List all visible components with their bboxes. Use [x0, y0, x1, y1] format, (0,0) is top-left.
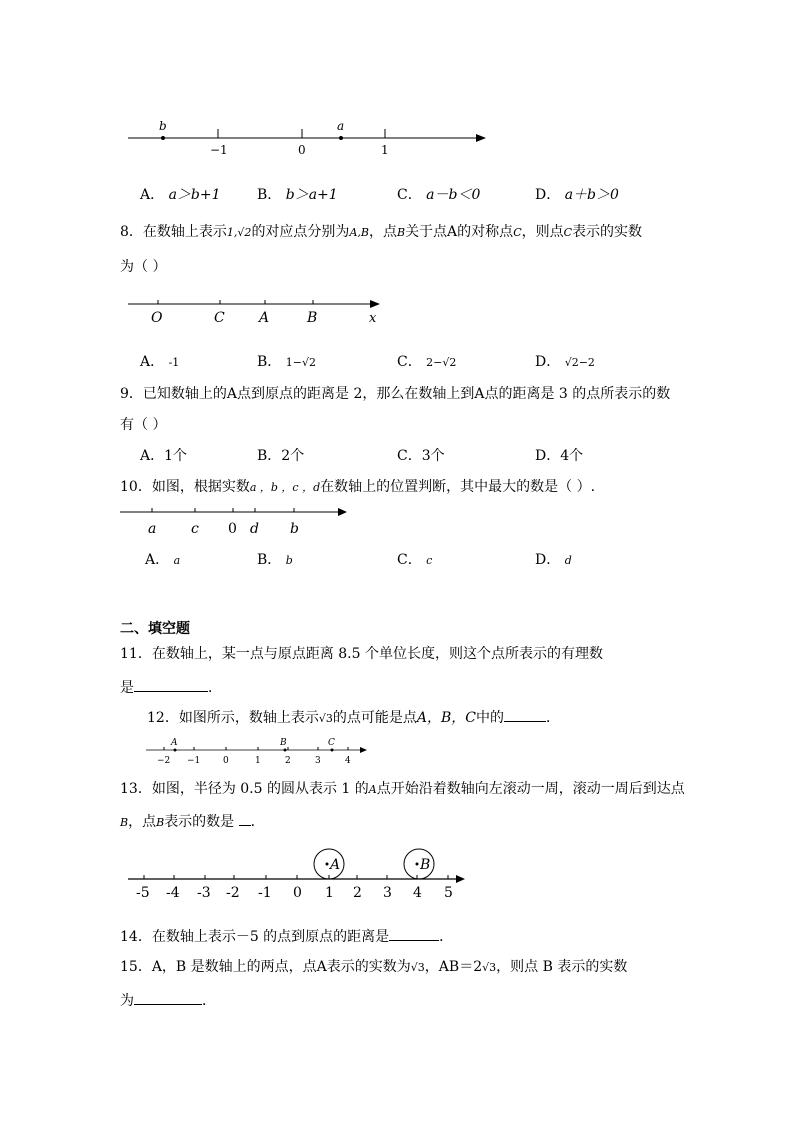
q13-tick-m5: -5	[136, 885, 150, 901]
q14-stem-text: 14．在数轴上表示－5 的点到原点的距离是	[120, 929, 390, 945]
q7-option-a-letter: A．	[140, 187, 165, 203]
q8-stem-math2: A,B	[349, 226, 369, 239]
q13-tick-m2: -2	[226, 885, 240, 901]
q12-label-m2: −2	[157, 756, 171, 766]
q8-option-c[interactable]	[397, 353, 456, 372]
q9-option-c-letter: C．	[397, 448, 422, 464]
q13-stem-part2: 点开始沿着数轴向左滚动一周，滚动一周后到达点	[376, 781, 685, 797]
q13-label-a: A	[330, 857, 341, 873]
q10-option-c-letter: C．	[397, 552, 422, 568]
q7-option-d-expr: a＋b＞0	[564, 187, 619, 203]
q8-option-b[interactable]	[257, 353, 316, 372]
q9-option-a[interactable]	[140, 447, 187, 465]
q10-stem-vars: a ，b ，c ，d	[249, 481, 321, 494]
q13-tick-1: 1	[325, 885, 334, 901]
q13-tick-4: 4	[413, 885, 422, 901]
q11-answer-blank[interactable]	[134, 677, 208, 692]
q8-option-a-letter: A．	[140, 354, 165, 370]
q10-option-c-expr: c	[426, 554, 433, 567]
q9-option-b[interactable]	[257, 447, 304, 465]
q12-label-2: 2	[285, 756, 291, 766]
q10-option-b-letter: B．	[257, 552, 282, 568]
q7-option-d-letter: D．	[535, 187, 561, 203]
q13-tick-3: 3	[383, 885, 392, 901]
q8-number-line	[128, 295, 388, 327]
q8-stem-math3: B	[396, 226, 406, 239]
q7-label-0: 0	[298, 143, 306, 157]
q8-stem-part6: 表示的实数	[572, 224, 643, 240]
q13-tick-m4: -4	[166, 885, 180, 901]
q12-label-a: A	[171, 738, 178, 748]
q10-label-d: d	[250, 521, 259, 537]
q15-stem-end: ．	[202, 993, 216, 1009]
q13-tick-m1: -1	[258, 885, 272, 901]
q8-stem-math4: C	[513, 226, 522, 239]
q8-option-a-expr: -1	[168, 356, 180, 369]
q10-option-d-letter: D．	[535, 552, 561, 568]
q7-option-a-expr: a＞b+1	[168, 187, 221, 203]
q12-stem-end: ．	[545, 710, 560, 726]
q15-stem-part2: ，AB＝2	[424, 959, 483, 975]
q13-tick-m3: -3	[197, 885, 211, 901]
q7-number-line	[128, 118, 488, 158]
q13-stem-b: B	[120, 816, 129, 829]
q9-option-d-expr: 4个	[560, 448, 584, 464]
q10-option-d[interactable]	[535, 551, 572, 570]
q14-stem	[120, 926, 453, 946]
q9-option-c-expr: 3个	[421, 448, 445, 464]
q8-option-d[interactable]	[535, 353, 595, 372]
q8-label-a: A	[259, 310, 270, 326]
q8-option-d-letter: D．	[535, 354, 561, 370]
q13-label-b: B	[420, 857, 431, 873]
q8-stem-part4: 关于点A的对称点	[405, 224, 514, 240]
q12-stem-part2: 的点可能是点	[332, 710, 417, 726]
q7-option-c-letter: C．	[397, 187, 422, 203]
q13-stem-part3: ，点	[128, 814, 157, 830]
q7-option-b-expr: b＞a+1	[285, 187, 338, 203]
q8-stem-part2: 的对应点分别为	[251, 224, 350, 240]
q8-stem-math: 1,√2	[226, 226, 252, 239]
q8-stem-math5: C	[563, 226, 573, 239]
q7-option-b[interactable]	[257, 186, 338, 204]
q13-tick-2: 2	[353, 885, 362, 901]
q10-stem-part1: 10．如图，根据实数	[120, 479, 250, 495]
q7-option-d[interactable]	[535, 186, 619, 204]
q10-stem	[120, 478, 595, 497]
q8-stem-part5: ，则点	[521, 224, 564, 240]
q7-label-1: 1	[381, 143, 389, 157]
q8-option-c-expr: 2−√2	[426, 356, 457, 369]
q12-label-m1: −1	[187, 756, 201, 766]
q10-option-b[interactable]	[257, 551, 293, 570]
q12-number-line	[146, 735, 372, 765]
q10-number-line	[120, 504, 352, 538]
q15-stem-line2	[120, 990, 216, 1010]
q12-label-3: 3	[315, 756, 321, 766]
q7-label-b: b	[159, 119, 167, 133]
q8-option-b-expr: 1−√2	[285, 356, 316, 369]
q13-stem-line1	[120, 780, 685, 799]
q15-stem-math2: √3	[482, 961, 497, 974]
q13-tick-0: 0	[293, 885, 302, 901]
q7-option-b-letter: B．	[257, 187, 282, 203]
q8-label-b: B	[307, 310, 318, 326]
q10-stem-part2: 在数轴上的位置判断，其中最大的数是（ ）.	[320, 479, 596, 495]
q9-option-a-expr: 1个	[164, 448, 188, 464]
q7-option-c-expr: a－b＜0	[426, 187, 481, 203]
q12-stem-math: √3	[318, 712, 333, 725]
q10-label-b: b	[290, 521, 299, 537]
q7-option-a[interactable]	[140, 186, 221, 204]
q15-stem-part1: 15．A，B 是数轴上的两点，点A表示的实数为	[120, 959, 411, 975]
q8-option-c-letter: C．	[397, 354, 422, 370]
q8-option-a[interactable]	[140, 353, 179, 372]
q12-answer-blank[interactable]	[504, 707, 546, 722]
q8-label-o: O	[151, 310, 163, 326]
q10-option-d-expr: d	[564, 554, 572, 567]
q8-option-d-expr: √2−2	[564, 356, 595, 369]
q8-label-x: x	[369, 311, 377, 326]
q13-stem-a: A	[368, 783, 377, 796]
q11-stem-line2	[120, 677, 222, 697]
q10-label-a: a	[148, 521, 157, 537]
q9-stem-line1: 9．已知数轴上的A点到原点的距离是 2，那么在数轴上到A点的距离是 3 的点所表示的数	[120, 386, 671, 402]
section-fill-in-title: 二、填空题	[120, 621, 190, 637]
q15-stem-line2-text: 为	[120, 993, 134, 1009]
q8-stem-part1: 8．在数轴上表示	[120, 224, 227, 240]
q9-option-b-letter: B．	[257, 448, 282, 464]
q12-stem-part1: 12．如图所示，数轴上表示	[147, 710, 319, 726]
q12-label-0: 0	[223, 756, 229, 766]
q15-stem-math1: √3	[410, 961, 425, 974]
q8-stem-part3: ，点	[368, 224, 397, 240]
q9-stem-line2: 有（ ）	[120, 417, 167, 433]
q12-label-1: 1	[255, 756, 261, 766]
q12-label-4: 4	[345, 756, 351, 766]
q9-option-a-letter: A．	[140, 448, 165, 464]
q11-stem-line2-text: 是	[120, 680, 134, 696]
q12-label-c: C	[328, 738, 335, 748]
q8-label-c: C	[214, 310, 225, 326]
q12-stem	[147, 707, 560, 728]
q10-option-a[interactable]	[145, 551, 180, 570]
q13-stem-b2: B	[156, 816, 165, 829]
q10-option-a-expr: a	[173, 554, 181, 567]
q7-label-m1: −1	[210, 143, 228, 157]
q14-answer-blank[interactable]	[389, 926, 439, 941]
q10-label-0: 0	[228, 521, 237, 537]
q15-stem-line1	[120, 958, 627, 977]
q10-label-c: c	[191, 521, 199, 537]
q13-stem-end: ．	[250, 814, 265, 830]
q10-option-b-expr: b	[285, 554, 293, 567]
q13-stem-part1: 13．如图，半径为 0.5 的圆从表示 1 的	[120, 781, 369, 797]
q13-answer-blank[interactable]	[239, 811, 251, 826]
q15-answer-blank[interactable]	[134, 990, 202, 1005]
q13-tick-5: 5	[444, 885, 453, 901]
q12-label-b: B	[280, 738, 287, 748]
q8-stem-line1	[120, 223, 642, 242]
q13-stem-line2	[120, 811, 265, 832]
q9-option-b-expr: 2个	[281, 448, 305, 464]
q14-stem-end: ．	[439, 929, 454, 945]
q7-option-c[interactable]	[397, 186, 480, 204]
q8-stem-line2: 为（ ）	[120, 259, 167, 275]
q11-stem-line2-end: ．	[208, 680, 222, 696]
q13-number-line	[128, 846, 470, 900]
q8-option-b-letter: B．	[257, 354, 282, 370]
q12-stem-part3: 中的	[475, 710, 504, 726]
q9-option-d[interactable]	[535, 447, 583, 465]
q11-stem-line1: 11．在数轴上，某一点与原点距离 8.5 个单位长度，则这个点所表示的有理数	[120, 646, 603, 662]
q15-stem-part3: ，则点 B 表示的实数	[496, 959, 628, 975]
q9-option-d-letter: D．	[535, 448, 561, 464]
q10-option-a-letter: A．	[145, 552, 170, 568]
q10-option-c[interactable]	[397, 551, 432, 570]
q12-stem-abc: A，B，C	[416, 710, 476, 726]
q7-label-a: a	[337, 119, 345, 133]
q13-stem-part4: 表示的数是	[164, 814, 235, 830]
q9-option-c[interactable]	[397, 447, 445, 465]
